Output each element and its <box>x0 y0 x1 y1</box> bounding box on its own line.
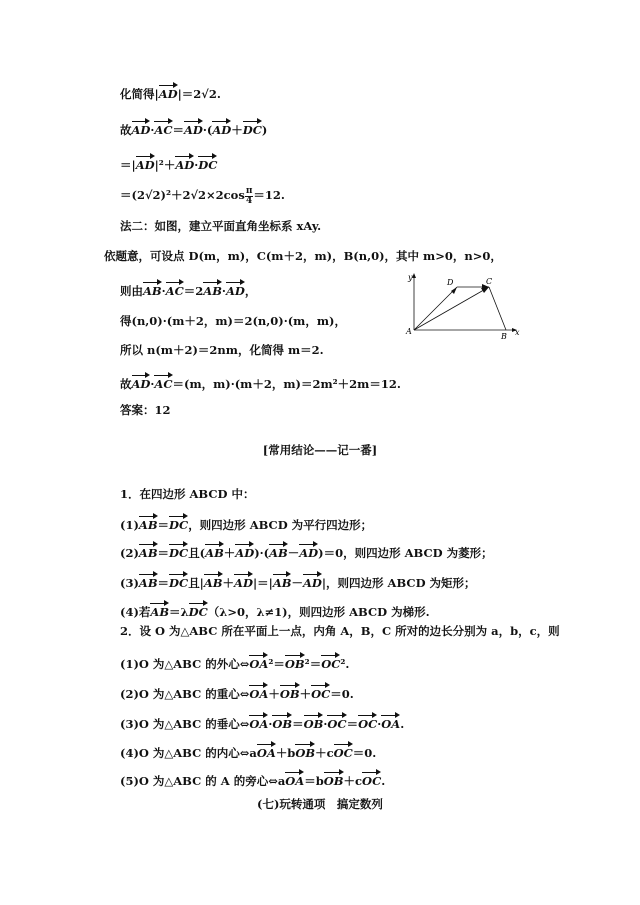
solution-line-4: ＝(2√2)²＋2√2×2cos $\frac{\pi}{4}$ ＝12. <box>120 185 285 206</box>
conclusion-1-item-3: (3)AB＝DC且|AB＋AD|＝|AB－AD|，则四边形 ABCD 为矩形； <box>120 571 476 592</box>
solution-line-1: 化简得|AD|＝2√2. <box>120 82 221 103</box>
y-axis-arrow <box>412 273 416 278</box>
side-cb <box>489 287 506 330</box>
conclusion-2-item-4: (4)O 为△ABC 的内心⇔aOA＋bOB＋cOC＝0. <box>120 741 376 762</box>
fraction-pi-over-4: $\frac{\pi}{4}$ <box>245 185 253 206</box>
label-d: D <box>447 278 454 287</box>
label-x: x <box>515 328 520 337</box>
method-two-condition: 则由AB·AC＝2AB·AD， <box>120 279 256 300</box>
label-a: A <box>406 327 412 336</box>
arrow-ad <box>451 287 457 294</box>
conclusion-2-item-3: (3)O 为△ABC 的垂心⇔OA·OB＝OB·OC＝OC·OA. <box>120 712 404 733</box>
solution-line-3: ＝|AD|²＋AD·DC <box>120 153 217 174</box>
method-two-result: 故AD·AC＝(m，m)·(m＋2，m)＝2m²＋2m＝12. <box>120 372 401 393</box>
conclusion-2-item-5: (5)O 为△ABC 的 A 的旁心⇔aOA＝bOB＋cOC. <box>120 769 385 790</box>
method-two-coordinates: 得(n,0)·(m＋2，m)＝2(n,0)·(m，m)， <box>120 314 346 328</box>
next-section-title: (七)玩转通项 搞定数列 <box>257 797 383 811</box>
conclusion-1-item-4: (4)若AB＝λDC（λ>0，λ≠1)，则四边形 ABCD 为梯形. <box>120 600 430 621</box>
method-two-heading: 法二：如图，建立平面直角坐标系 xAy. <box>120 219 322 233</box>
side-ad <box>414 287 457 330</box>
conclusion-2-item-1: (1)O 为△ABC 的外心⇔OA²＝OB²＝OC². <box>120 652 349 673</box>
answer-line: 答案：12 <box>120 403 171 417</box>
conclusion-1-heading: 1．在四边形 ABCD 中： <box>120 487 255 501</box>
label-b: B <box>501 332 507 341</box>
coordinate-figure <box>400 268 525 348</box>
conclusion-2-item-2: (2)O 为△ABC 的重心⇔OA＋OB＋OC＝0. <box>120 682 354 703</box>
vector-ad: AD <box>159 82 178 100</box>
diagonal-ac <box>414 287 489 330</box>
solution-line-2: 故AD·AC＝AD·(AD＋DC) <box>120 118 267 139</box>
section-title: [常用结论——记一番] <box>262 443 378 457</box>
conclusion-1-item-2: (2)AB＝DC且(AB＋AD)·(AB－AD)＝0，则四边形 ABCD 为菱形； <box>120 541 493 562</box>
conclusion-1-item-1: (1)AB＝DC，则四边形 ABCD 为平行四边形； <box>120 513 372 534</box>
label-y: y <box>408 273 413 282</box>
label-c: C <box>486 277 493 286</box>
method-two-setup: 依题意，可设点 D(m，m)，C(m＋2，m)，B(n,0)，其中 m>0，n>0， <box>104 249 502 263</box>
conclusion-2-heading: 2．设 O 为△ABC 所在平面上一点，内角 A，B，C 所对的边长分别为 a，b，c，则 <box>120 624 560 638</box>
method-two-simplify: 所以 n(m＋2)＝2nm，化简得 m＝2. <box>120 343 324 357</box>
